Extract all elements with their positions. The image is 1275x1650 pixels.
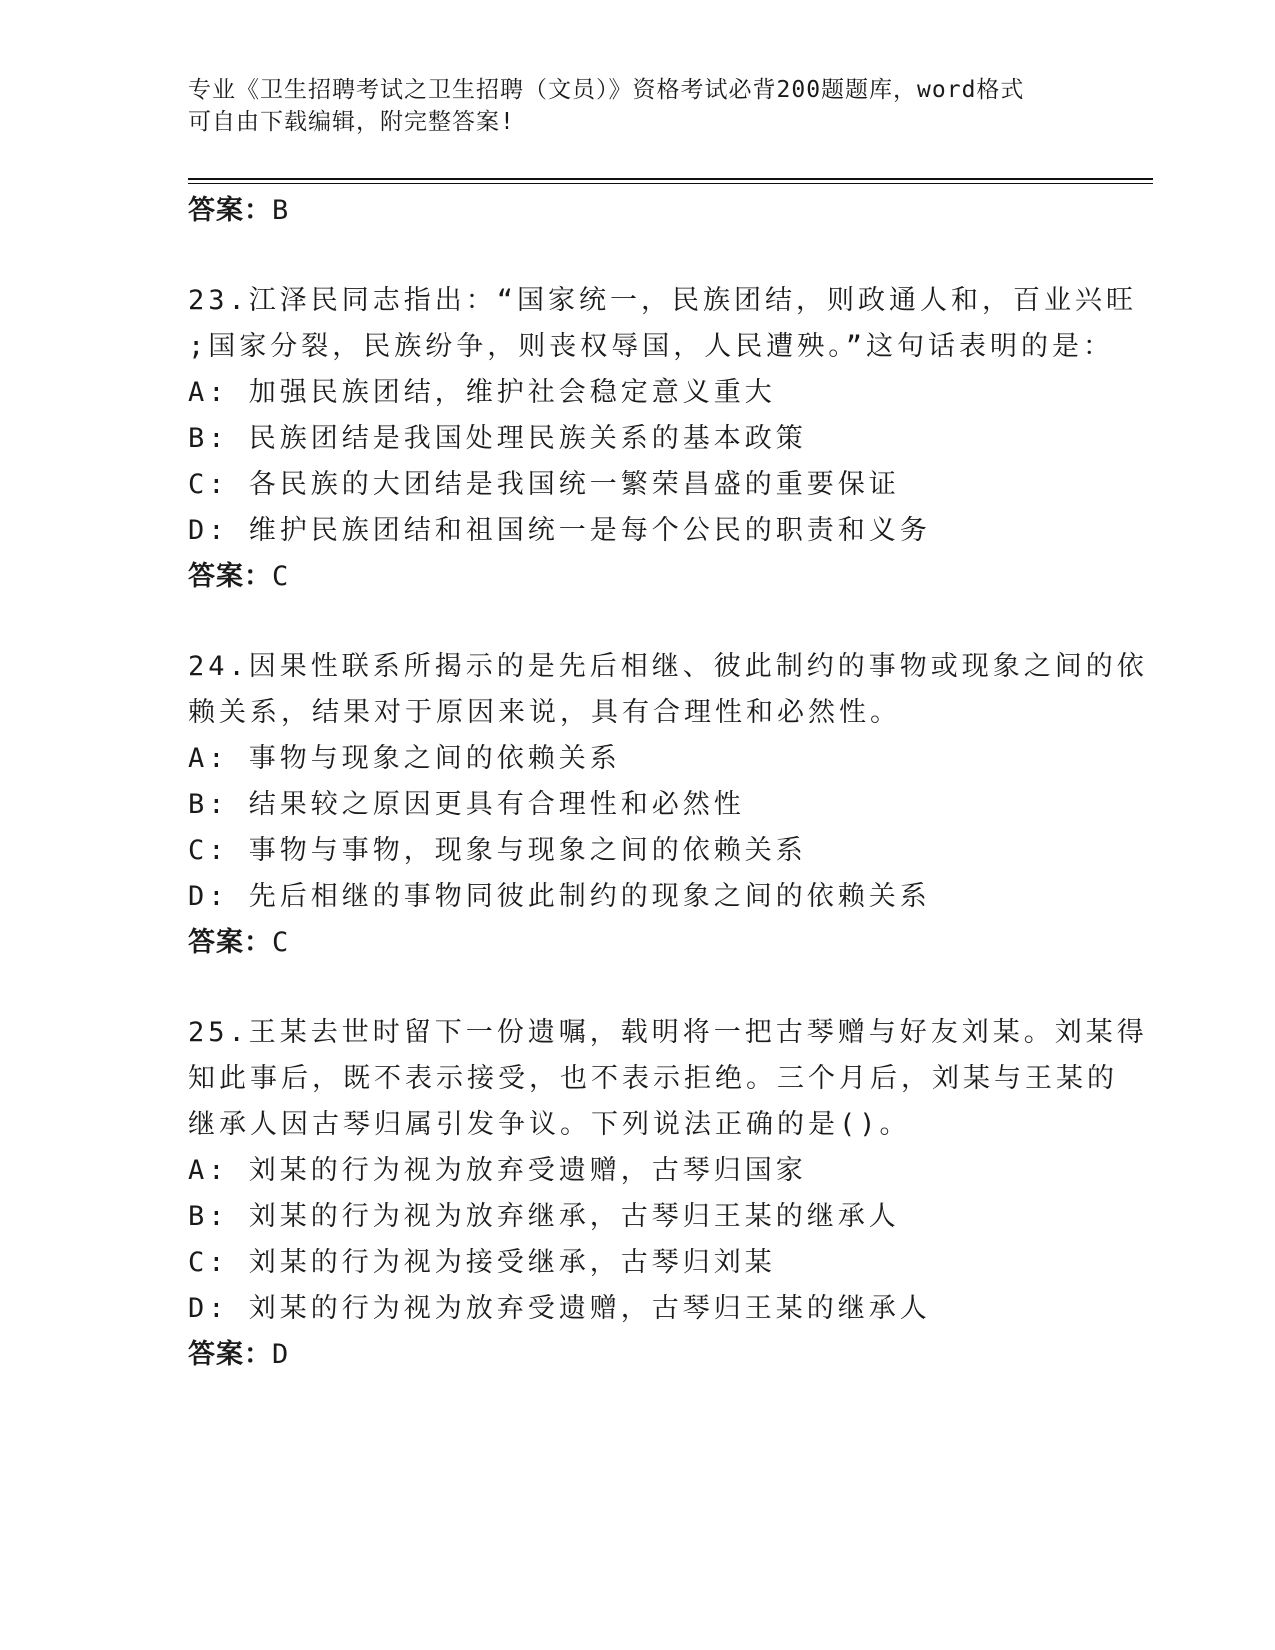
option-d: D: 刘某的行为视为放弃受遗赠，古琴归王某的继承人: [188, 1293, 931, 1324]
spacer: [188, 966, 1088, 1010]
question-block: [188, 1010, 1148, 1378]
option-a: A: 加强民族团结，维护社会稳定意义重大: [188, 377, 776, 408]
answer-value: B: [272, 195, 290, 226]
option-b: B: 民族团结是我国处理民族关系的基本政策: [188, 423, 807, 454]
header-divider-thick: [188, 178, 1153, 180]
question-text-line: 知此事后，既不表示接受，也不表示拒绝。三个月后，刘某与王某的: [188, 1063, 1118, 1094]
answer-line: [188, 554, 1088, 600]
option-d: D: 维护民族团结和祖国统一是每个公民的职责和义务: [188, 515, 931, 546]
question-text-line: ;国家分裂，民族纷争，则丧权辱国，人民遭殃。”这句话表明的是：: [188, 331, 1115, 362]
option-b: B: 结果较之原因更具有合理性和必然性: [188, 789, 745, 820]
header-line-2: 可自由下载编辑，附完整答案!: [188, 109, 515, 135]
option-a: A: 事物与现象之间的依赖关系: [188, 743, 621, 774]
answer-label: 答案：: [188, 561, 272, 592]
answer-line: [188, 1332, 1088, 1378]
option-a: A: 刘某的行为视为放弃受遗赠，古琴归国家: [188, 1155, 807, 1186]
answer-label: 答案：: [188, 927, 272, 958]
header-line-1: 专业《卫生招聘考试之卫生招聘（文员）》资格考试必背200题题库，word格式: [188, 77, 1025, 103]
answer-value: C: [272, 561, 290, 592]
question-text-line: 24.因果性联系所揭示的是先后相继、彼此制约的事物或现象之间的依: [188, 651, 1148, 682]
question-text-line: 继承人因古琴归属引发争议。下列说法正确的是()。: [188, 1109, 911, 1140]
question-block: [188, 278, 1138, 600]
document-header: [188, 74, 1088, 138]
question-text-line: 23.江泽民同志指出：“国家统一，民族团结，则政通人和，百业兴旺: [188, 285, 1138, 316]
spacer: [188, 234, 1088, 278]
answer-label: 答案：: [188, 195, 272, 226]
option-c: C: 事物与事物，现象与现象之间的依赖关系: [188, 835, 807, 866]
question-text-line: 赖关系，结果对于原因来说，具有合理性和必然性。: [188, 697, 901, 728]
answer-line: [188, 188, 1088, 234]
option-c: C: 各民族的大团结是我国统一繁荣昌盛的重要保证: [188, 469, 900, 500]
answer-line: [188, 920, 1088, 966]
option-d: D: 先后相继的事物同彼此制约的现象之间的依赖关系: [188, 881, 931, 912]
header-divider-thin: [188, 183, 1153, 184]
answer-value: C: [272, 927, 290, 958]
question-text-line: 25.王某去世时留下一份遗嘱，载明将一把古琴赠与好友刘某。刘某得: [188, 1017, 1148, 1048]
spacer: [188, 600, 1088, 644]
question-block: [188, 644, 1148, 966]
option-b: B: 刘某的行为视为放弃继承，古琴归王某的继承人: [188, 1201, 900, 1232]
answer-value: D: [272, 1339, 290, 1370]
answer-label: 答案：: [188, 1339, 272, 1370]
option-c: C: 刘某的行为视为接受继承，古琴归刘某: [188, 1247, 776, 1278]
document-body: [188, 188, 1148, 1378]
